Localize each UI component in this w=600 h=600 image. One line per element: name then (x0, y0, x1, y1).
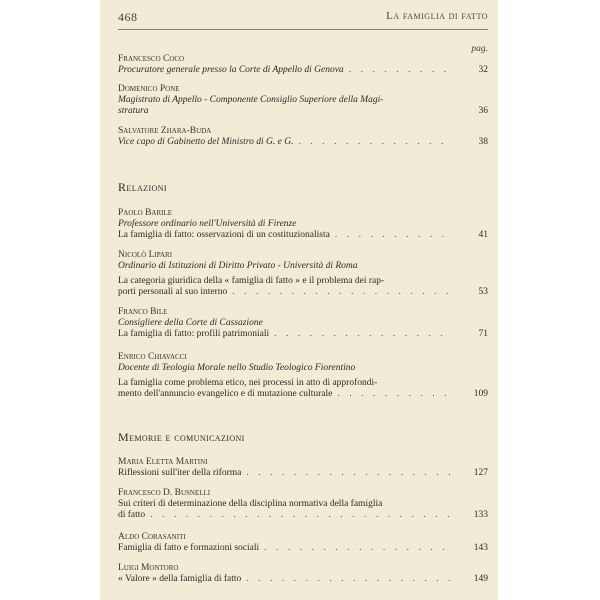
toc-entry-chiavacci (118, 352, 488, 400)
author-name: Salvatore Zhara-Buda (118, 126, 212, 136)
author-name: Francesco Coco (118, 54, 185, 64)
toc-entry-bile (118, 307, 488, 340)
header-rule (118, 29, 488, 30)
author-name: Luigi Montoro (118, 563, 179, 573)
entry-line: mento dell'annuncio evangelico e di mutazione culturale . 109 (118, 389, 488, 400)
running-title: La famiglia di fatto (386, 10, 488, 22)
entry-line: La famiglia di fatto: profili patrimoniali . 71 (118, 329, 488, 340)
section-heading-relazioni: Relazioni (118, 180, 167, 194)
entry-line: Riflessioni sull'iter della riforma . 127 (118, 468, 488, 479)
page-ref: 38 (478, 137, 488, 147)
running-header (118, 10, 488, 26)
author-name: Domenico Pone (118, 84, 180, 94)
entry-line: « Valore » della famiglia di fatto . 149 (118, 574, 488, 585)
dot-leader (349, 65, 452, 76)
dot-leader (298, 137, 452, 148)
author-name: Franco Bile (118, 307, 168, 317)
page-ref: 149 (473, 574, 488, 584)
author-name: Francesco D. Busnelli (118, 488, 211, 498)
page-ref: 109 (473, 389, 488, 399)
toc-entry-pone (118, 84, 488, 117)
toc-entry-zhara-buda (118, 126, 488, 148)
author-role: Docente di Teologia Morale nello Studio Teologico Fiorentino (118, 363, 356, 373)
author-name: Nicolò Lipari (118, 250, 173, 260)
dot-leader (232, 287, 452, 298)
entry-line: La famiglia come problema etico, nei processi in atto di approfondi- (118, 378, 378, 388)
page-ref: 133 (473, 510, 488, 520)
author-name: Enrico Chiavacci (118, 352, 187, 362)
author-name: Paolo Barile (118, 208, 173, 218)
dot-leader (337, 389, 452, 400)
dot-leader (246, 574, 452, 585)
entry-line: La famiglia di fatto: osservazioni di un costituzionalista . 41 (118, 230, 488, 241)
toc-entry-montoro (118, 563, 488, 585)
author-name: Aldo Corasaniti (118, 532, 186, 542)
page-ref: 36 (478, 106, 488, 116)
section-heading-memorie: Memorie e comunicazioni (118, 430, 245, 444)
toc-entry-busnelli (118, 488, 488, 521)
entry-line: Magistrato di Appello - Componente Consiglio Superiore della Magi- (118, 95, 384, 105)
author-role: Ordinario di Istituzioni di Diritto Privato - Università di Roma (118, 261, 358, 271)
dot-leader (274, 329, 452, 340)
author-role: Professore ordinario nell'Università di Firenze (118, 219, 297, 229)
toc-entry-lipari (118, 250, 488, 298)
entry-line: Sui criteri di determinazione della disciplina normativa della famiglia (118, 499, 383, 509)
toc-entry-barile (118, 208, 488, 241)
page-ref: 41 (478, 230, 488, 240)
page-ref: 71 (478, 329, 488, 339)
entry-line: Procuratore generale presso la Corte di Appello di Genova . 32 (118, 65, 488, 76)
book-page (100, 0, 498, 600)
entry-line: porti personali al suo interno . 53 (118, 287, 488, 298)
entry-line: Famiglia di fatto e formazioni sociali . 143 (118, 543, 488, 554)
entry-line: La categoria giuridica della « famiglia di fatto » e il problema dei rap- (118, 276, 385, 286)
dot-leader (335, 230, 452, 241)
page-number: 468 (118, 10, 138, 24)
page-ref: 127 (473, 468, 488, 478)
entry-line: Vice capo di Gabinetto del Ministro di G. e G. . 38 (118, 137, 488, 148)
pag-label: pag. (471, 44, 488, 54)
page-ref: 32 (478, 65, 488, 75)
toc-entry-martini (118, 457, 488, 479)
page-ref: 53 (478, 287, 488, 297)
author-role: Consigliere della Corte di Cassazione (118, 318, 263, 328)
toc-entry-coco (118, 54, 488, 76)
entry-line: stratura 36 (118, 106, 488, 116)
toc-entry-corasaniti (118, 532, 488, 554)
dot-leader (150, 510, 452, 521)
page-ref: 143 (473, 543, 488, 553)
author-name: Maria Eletta Martini (118, 457, 208, 467)
dot-leader (246, 468, 452, 479)
entry-line: di fatto . 133 (118, 510, 488, 521)
dot-leader (264, 543, 452, 554)
